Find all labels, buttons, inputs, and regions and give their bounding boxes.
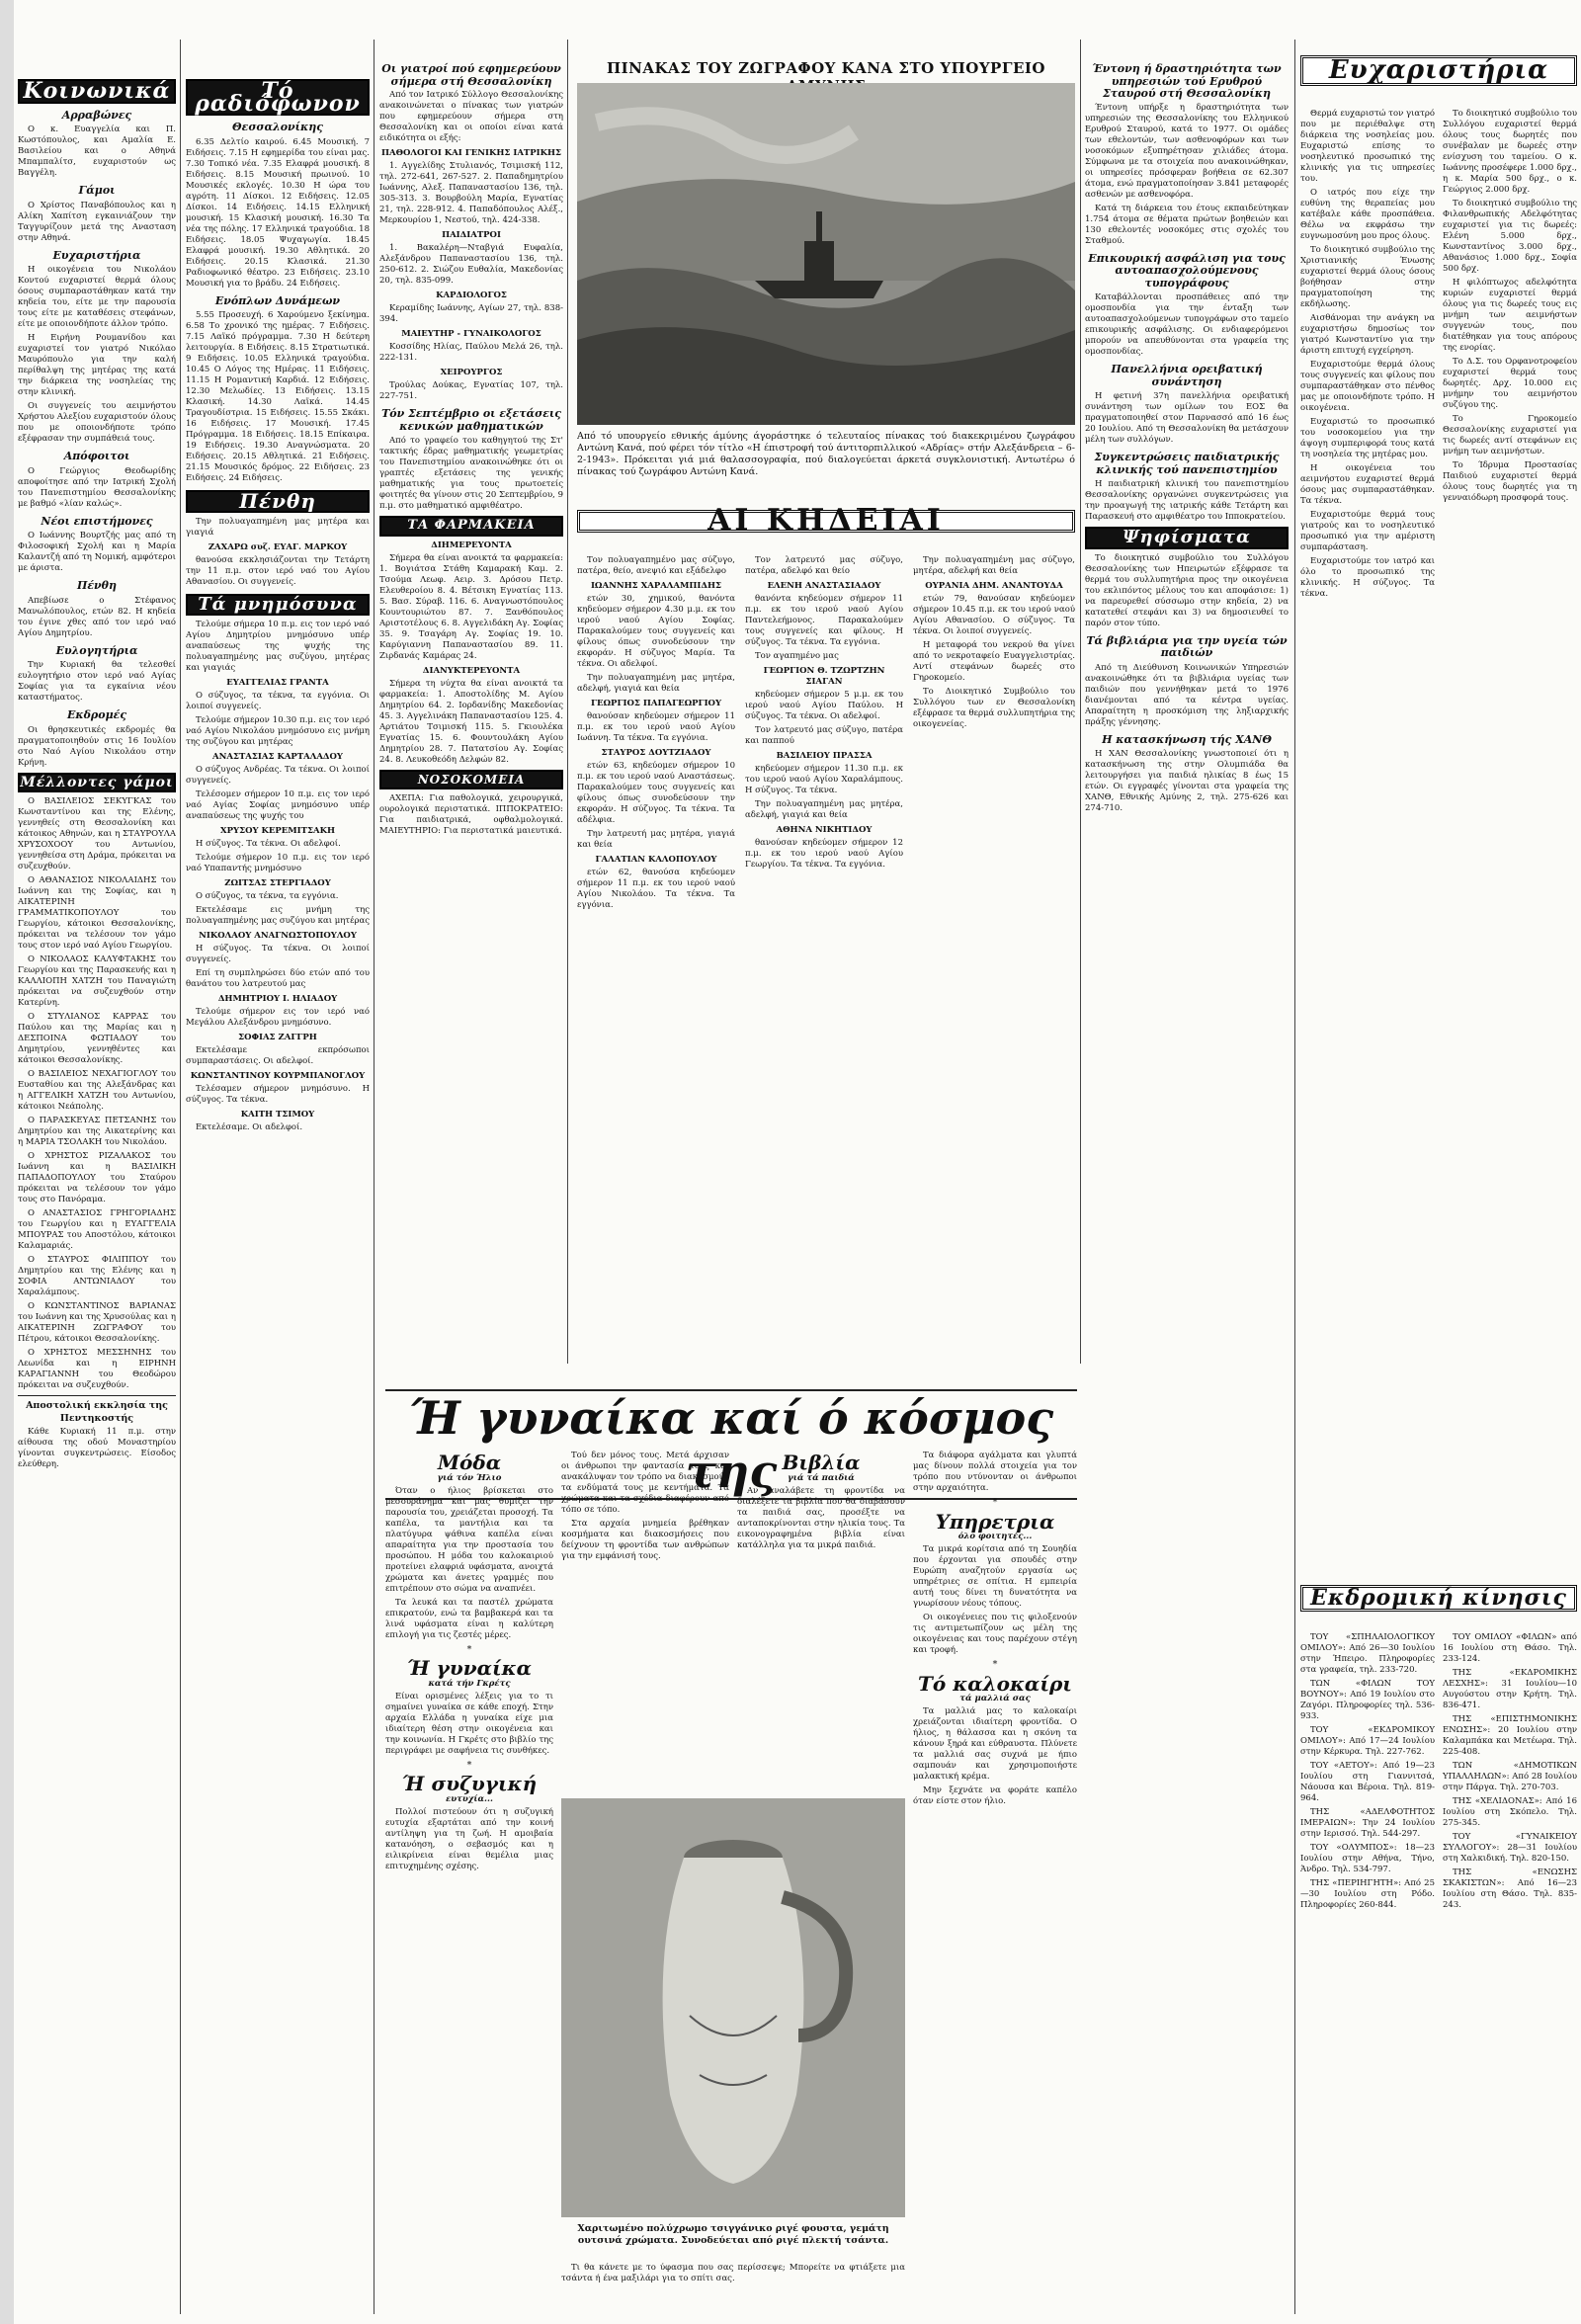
- deceased-name: ΝΙΚΟΛΑΟΥ ΑΝΑΓΝΩΣΤΟΠΟΥΛΟΥ: [199, 931, 357, 941]
- column-rule: [1294, 40, 1295, 2314]
- deceased-name: ΧΡΥΣΟΥ ΚΕΡΕΜΙΤΣΑΚΗ: [220, 826, 335, 836]
- deceased-name: ΓΑΛΑΤΙΑΝ ΚΑΛΟΠΟΥΛΟΥ: [595, 855, 717, 865]
- section-heading: ΔΙΗΜΕΡΕΥΟΝΤΑ: [431, 540, 512, 550]
- jug-photo: [561, 1798, 905, 2217]
- section-heading: Εκδρομές: [66, 708, 127, 721]
- section-heading: Απόφοιτοι: [63, 450, 130, 462]
- article-title: Υπηρετρια: [935, 1509, 1055, 1534]
- section-heading: Θεσσαλονίκης: [232, 121, 323, 133]
- article-title: Συγκεντρώσεις παιδιατρικής κλινικής τού πανεπιστημίου: [1094, 451, 1280, 476]
- efxaristiria-banner: Ευχαριστήρια: [1300, 55, 1577, 86]
- article-title: Μόδα: [437, 1451, 502, 1474]
- penthi-banner: Πένθη: [186, 490, 370, 513]
- hospital-banner: ΝΟΣΟΚΟΜΕΙΑ: [379, 770, 563, 790]
- section-heading: ΔΙΑΝΥΚΤΕΡΕΥΟΝΤΑ: [422, 665, 521, 676]
- article-title: Πανελλήνια ορειβατική συνάντηση: [1111, 363, 1263, 388]
- deceased-name: ΚΩΝΣΤΑΝΤΙΝΟΥ ΚΟΥΡΜΠΑΝΟΓΛΟΥ: [190, 1071, 366, 1081]
- article-title: Τόν Σεπτέμβριο οι εξετάσεις κενικών μαθηματικών: [381, 407, 561, 433]
- article-title: Ή συζυγική: [401, 1772, 538, 1795]
- women-section-title: Ή γυναίκα καί ό κόσμος της: [385, 1389, 1077, 1500]
- section-heading: ΜΑΙΕΥΤΗΡ - ΓΥΝΑΙΚΟΛΟΓΟΣ: [401, 329, 541, 339]
- section-heading: Αρραβώνες: [61, 108, 132, 122]
- section-heading: Ευχαριστήρια: [52, 248, 141, 262]
- deceased-name: ΒΑΣΙΛΕΙΟΥ ΠΡΑΣΣΑ: [776, 751, 873, 761]
- women-col-4: Τα διάφορα αγάλματα και γλυπτά μας δίνουν πολλά στοιχεία για τον τρόπο που ντύνονταν οι άνθρωποι στην αρχαιότητα. * Υπηρετρια όλο φοιτητές... Τα μικρά κορίτσια από τη Σουηδία που έρχονται για σπουδές στην Ευρώπη αναζητούν εργασία ως υπηρέτριες σε σπίτια. Η εμπειρία αυτή τους δίνει τη δυνατότητα να γνωρίσουν νέους τόπους. Οι οικογένειες που τις φιλοξενούν τις αντιμετωπίζουν ως μέλη της οικογένειας και τους παρέχουν στέγη και τροφή. * Τό καλοκαίρι τά μαλλιά σας Τα μαλλιά μας το καλοκαίρι χρειάζονται ιδιαίτερη φροντίδα. Ο ήλιος, η θάλασσα και η σκόνη τα κάνουν ξηρά και εύθραυστα. Πλύνετε τα μαλλιά σας συχνά με ήπιο σαμπουάν και χρησιμοποιήστε μαλακτική κρέμα. Μην ξεχνάτε να φοράτε καπέλο όταν είστε στον ήλιο.: [913, 1451, 1077, 1806]
- article-title: Η κατασκήνωση τής ΧΑΝΘ: [1102, 732, 1272, 746]
- mnimosyna-banner: Τά μνημόσυνα: [186, 594, 370, 617]
- section-heading: Πένθη: [76, 579, 118, 592]
- deceased-name: ΣΤΑΥΡΟΣ ΔΟΥΤΖΙΑΔΟΥ: [601, 748, 711, 758]
- psifismata-banner: Ψηφίσματα: [1085, 527, 1289, 549]
- article-subtitle: ευτυχία...: [446, 1793, 493, 1804]
- article-subtitle: γιά τά παιδιά: [788, 1472, 855, 1483]
- column-doctors: Οι γιατροί πού εφημερεύουν σήμερα στή Θεσσαλονίκη Από τον Ιατρικό Σύλλογο Θεσσαλονίκης ανακοινώνεται ο πίνακας των γιατρών που εφημερεύουν σήμερα στη Θεσσαλονίκη και οι οποίοι είναι κατά ειδικότητα οι εξής: ΠΑΘΟΛΟΓΟΙ ΚΑΙ ΓΕΝΙΚΗΣ ΙΑΤΡΙΚΗΣ 1. Αγγελίδης Στυλιανός, Τσιμισκή 112, τηλ. 272-641, 267-527. 2. Παπαδημητρίου Ιωάννης, Αλεξ. Παπαναστασίου 136, τηλ. 305-313. 3. Βουρβούλη Μαρία, Εγνατίας 21, τηλ. 228-912. 4. Παπαδόπουλος Αλέξ., Μερκουρίου 1, Νεστού, τηλ. 424-338. ΠΑΙΔΙΑΤΡΟΙ 1. Βακαλέρη—Νταβγιά Ευφαλία, Αλεξάνδρου Παπαναστασίου 136, τηλ. 250-612. 2. Σιώζου Ευθαλία, Μακεδονίας 20, τηλ. 835-099. ΚΑΡΔΙΟΛΟΓΟΣ Κεραμίδης Ιωάννης, Αγίων 27, τηλ. 838-394. ΜΑΙΕΥΤΗΡ - ΓΥΝΑΙΚΟΛΟΓΟΣ Κοσσίδης Ηλίας, Παύλου Μελά 26, τηλ. 222-131. ΧΕΙΡΟΥΡΓΟΣ Τρούλας Δούκας, Εγνατίας 107, τηλ. 227-751. Τόν Σεπτέμβριο οι εξετάσεις κενικών μαθηματικών Από το γραφείο του καθηγητού της Στ' τακτικής έδρας μαθηματικής γεωμετρίας του Πανεπιστημίου ανακοινώθηκε ότι οι γραπτές εξετάσεις της γενικής μαθηματικής για τους πρωτοετείς φοιτητές θα γίνουν στις 20 Σεπτεμβρίου, 9 π.μ. στο μαθηματικό αμφιθέατρο. ΤΑ ΦΑΡΜΑΚΕΙΑ ΔΙΗΜΕΡΕΥΟΝΤΑ Σήμερα θα είναι ανοικτά τα φαρμακεία: 1. Βογιάτσα Στάθη Καμαρακή Καμ. 2. Τσούμα Λεωφ. Αειρ. 3. Δρόσου Πετρ. Ελευθεροίου 8. 4. Βέτσικη Εγνατίας 113. 5. Βασ. Σύραβ. 116. 6. Αναγνωστόπουλος Κουντουριώτου 87. 7. Ξανθόπουλος Αριστοτέλους 6. 8. Αγγελιδάκη Αγ. Σοφίας 35. 9. Τσαγάρη Αγ. Σοφίας 19. 10. Καρύγιαννη Παπαναστασίου 89. 11. Ζιρδανάς Καμάρας 24. ΔΙΑΝΥΚΤΕΡΕΥΟΝΤΑ Σήμερα τη νύχτα θα είναι ανοικτά τα φαρμακεία: 1. Αποστολίδης Μ. Αγίου Δημητρίου 64. 2. Ιορδανίδης Μακεδονίας 45. 3. Αγγελινάκη Παπαναστασίου 125. 4. Αρτιάτου Τσιμισκή 115. 5. Γκιουλέκα Εγνατίας 15. 6. Φουντουλάκη Αγίου Δημητρίου 28. 7. Πατατσίου Αγ. Σοφίας 24. 8. Λευκοθεόδη Δελφών 82. ΝΟΣΟΚΟΜΕΙΑ ΑΧΕΠΑ: Για παθολογικά, χειρουργικά, ουρολογικά περιστατικά. ΙΠΠΟΚΡΑΤΕΙΟ: Για παιδιατρικά, οφθαλμολογικά. ΜΑΙΕΥΤΗΡΙΟ: Για περιστατικά μαιευτικά.: [379, 62, 563, 836]
- section-heading: ΠΑΙΔΙΑΤΡΟΙ: [442, 230, 501, 240]
- mellontes-gamoi-banner: Μέλλοντες γάμοι: [18, 773, 176, 793]
- article-subtitle: κατά τήν Γκρέτς: [428, 1678, 511, 1689]
- deceased-name: ΙΩΑΝΝΗΣ ΧΑΡΑΛΑΜΠΙΔΗΣ: [590, 581, 722, 591]
- article-subtitle: όλο φοιτητές...: [957, 1532, 1033, 1541]
- pharmacy-banner: ΤΑ ΦΑΡΜΑΚΕΙΑ: [379, 516, 563, 537]
- section-heading: ΧΕΙΡΟΥΡΓΟΣ: [440, 368, 503, 377]
- koinonika-banner: Κοινωνικά: [18, 79, 176, 104]
- section-heading: Ενόπλων Δυνάμεων: [214, 293, 341, 307]
- article-subtitle: γιά τόν Ήλιο: [437, 1472, 502, 1483]
- deceased-name: ΚΑΙΤΗ ΤΣΙΜΟΥ: [240, 1110, 315, 1120]
- article-title: Έντονη ή δραστηριότητα των υπηρεσιών τού Ερυθρού Σταυρού στή Θεσσαλονίκη: [1092, 62, 1282, 100]
- painting-image: [577, 83, 1075, 425]
- deceased-name: ΟΥΡΑΝΙΑ ΔΗΜ. ΑΝΑΝΤΟΥΔΑ: [925, 581, 1063, 591]
- article-title: Ή γυναίκα: [406, 1656, 533, 1680]
- deceased-name: ΕΥΑΓΓΕΛΙΑΣ ΓΡΑΝΤΑ: [226, 678, 329, 688]
- column-redcross: Έντονη ή δραστηριότητα των υπηρεσιών τού Ερυθρού Σταυρού στή Θεσσαλονίκη Έντονη υπήρξε η δραστηριότητα των υπηρεσιών της Θεσσαλονίκης του Ελληνικού Ερυθρού Σταυρού, κατά το 1977. Οι ομάδες των εθελοντών, των ασθενοφόρων και των νοσοκόμων εξυπηρέτησαν χιλιάδες άτομα. Σύμφωνα με τα στοιχεία που ανακοινώθηκαν, οι υπηρεσίες πρόσφεραν βοήθεια σε 62.307 άτομα, ενώ πραγματοποίησαν 3.841 μεταφορές ασθενών με ασθενοφόρα. Κατά τη διάρκεια του έτους εκπαιδεύτηκαν 1.754 άτομα σε θέματα πρώτων βοηθειών και 130 εθελοντές νοσοκόμες στις σχολές του Σταθμού. Επικουρική ασφάλιση για τους αυτοαπασχολούμενους τυπογράφους Καταβάλλονται προσπάθειες από την ομοσπονδία για την ένταξη των αυτοαπασχολούμενων τυπογράφων στο ταμείο επικουρικής ασφάλισης. Οι ενδιαφερόμενοι μπορούν να απευθύνονται στα γραφεία της ομοσπονδίας. Πανελλήνια ορειβατική συνάντηση Η φετινή 37η πανελλήνια ορειβατική συνάντηση των ομίλων του ΕΟΣ θα πραγματοποιηθεί στον Παρνασσό από 16 έως 20 Ιουλίου. Από τη Θεσσαλονίκη θα μετάσχουν μέλη των συλλόγων. Συγκεντρώσεις παιδιατρικής κλινικής τού πανεπιστημίου Η παιδιατρική κλινική του πανεπιστημίου Θεσσαλονίκης οργανώνει συγκεντρώσεις για την προαγωγή της ιατρικής κάθε Τετάρτη και Παρασκευή στο αμφιθέατρο του Ιπποκρατείου. Ψηφίσματα Το διοικητικό συμβούλιο του Συλλόγου Θεσσαλονίκης των Ηπειρωτών εξέφρασε τα θερμά του συλλυπητήρια προς την οικογένεια του εκλιπόντος μέλους του και αποφάσισε: 1) να παρευρεθεί σύσσωμο στην κηδεία, 2) να κατατεθεί στεφάνι και 3) να δημοσιευθεί το παρόν στον τύπο. Τά βιβλιάρια για την υγεία τών παιδιών Από τη Διεύθυνση Κοινωνικών Υπηρεσιών ανακοινώθηκε ότι τα βιβλιάρια υγείας των παιδιών που γεννήθηκαν μετά το 1976 διανέμονται από τα κέντρα υγείας. Απαραίτητη η προσκόμιση της ληξιαρχικής πράξης γέννησης. Η κατασκήνωση τής ΧΑΝΘ Η ΧΑΝ Θεσσαλονίκης γνωστοποιεί ότι η κατασκήνωση της στην Ολυμπιάδα θα λειτουργήσει για παιδιά ηλικίας 8 έως 15 ετών. Οι εγγραφές γίνονται στα γραφεία της ΧΑΝΘ, Εθνικής Αμύνης 2, τηλ. 275-626 και 274-710.: [1085, 62, 1289, 813]
- section-heading: Γάμοι: [78, 184, 116, 197]
- radio-banner: Τό ραδιόφωνον: [186, 79, 370, 116]
- ship-painting-icon: [577, 83, 1075, 425]
- section-heading: ΚΑΡΔΙΟΛΟΓΟΣ: [436, 290, 507, 300]
- deceased-name: ΑΝΑΣΤΑΣΙΑΣ ΚΑΡΤΑΛΑΔΟΥ: [212, 752, 343, 762]
- article-title: Τά βιβλιάρια για την υγεία τών παιδιών: [1086, 633, 1288, 659]
- kidies-banner: ΑΙ ΚΗΔΕΙΑΙ: [577, 510, 1075, 533]
- column-rule: [567, 40, 568, 1364]
- deceased-name: ΖΩΙΤΣΑΣ ΣΤΕΡΓΙΑΔΟΥ: [224, 878, 331, 888]
- deceased-name: ΣΟΦΙΑΣ ΖΑΓΓΡΗ: [238, 1033, 317, 1042]
- painting-caption: Από τό υπουργείο εθνικής άμύνης άγοράστηκε ό τελευταίος πίνακας τού διακεκριμένου ζωγράφου Αντώνη Κανά, πού φέρει τόν τίτλο «Η έπιστροφή τού άντιτορπιλλικού «Αδρίας» στήν Αλεξάνδρεια – 6-2-1943». Πρόκειται γιά μιά θαλασσογραφία, πού διαλογεύεται άρκετά συγκλονιστική. Αντωτέρω ό πίνακας τού ζωγράφου Αντώνη Κανά.: [577, 431, 1075, 477]
- deceased-name: ΔΗΜΗΤΡΙΟΥ Ι. ΗΛΙΑΔΟΥ: [217, 994, 338, 1004]
- article-subtitle: τά μαλλιά σας: [959, 1694, 1031, 1703]
- column-rule: [180, 40, 181, 2314]
- ekdromikh-banner: Εκδρομική κίνησις: [1300, 1585, 1577, 1612]
- women-col-2: Τού δεν μόνος τους. Μετά άρχισαν οι άνθρωποι την φαντασία τους και ανακάλυψαν τον τρόπο να διακοσμούν τα ενδύματά τους με κεντήματα. Τα χρώματα και τα σχέδια διαφέρουν από τόπο σε τόπο. Στα αρχαία μνημεία βρέθηκαν κοσμήματα και διακοσμήσεις που δείχνουν τη φροντίδα των ανθρώπων για την εμφάνισή τους.: [561, 1451, 729, 1561]
- deceased-name: ΕΛΕΝΗ ΑΝΑΣΤΑΣΙΑΔΟΥ: [767, 581, 881, 591]
- column-rule: [1080, 40, 1081, 1364]
- jug-caption: Χαριτωμένο πολύχρωμο τσιγγάνικο ριγέ φουστα, γεμάτη ουτσινά χρώματα. Συνοδεύεται από ριγέ πλεκτή τσάντα.: [577, 2223, 889, 2246]
- women-col-3: Βιβλία γιά τά παιδιά Αν αναλάβετε τη φροντίδα να διαλέξετε τα βιβλία που θα διαβάσουν τα παιδιά σας, προσέξτε να ανταποκρίνονται στην ηλικία τους. Τα εικονογραφημένα βιβλία είναι κατάλληλα για τα μικρά παιδιά.: [737, 1451, 905, 1550]
- deceased-name: ΑΘΗΝΑ ΝΙΚΗΤΙΔΟΥ: [776, 825, 873, 835]
- section-heading: Αποστολική εκκλησία της Πεντηκοστής: [26, 1400, 168, 1424]
- section-heading: Ευλογητήρια: [55, 643, 138, 657]
- section-heading: Νέοι επιστήμονες: [41, 514, 153, 528]
- kidies-section: ΑΙ ΚΗΔΕΙΑΙ Τον πολυαγαπημένο μας σύζυγο, πατέρα, θείο, ανεψιό και εξάδελφο ΙΩΑΝΝΗΣ ΧΑΡΑΛΑΜΠΙΔΗΣ ετών 30, χημικού, θανόντα κηδεύομεν σήμερον 4.30 μ.μ. εκ του ιερού ναού Αγίου Σοφίας. Παρακαλούμεν τους συγγενείς και φίλους όπως συνοδεύσουν την εκφοράν. Η σύζυγος Μαρία. Τα τέκνα. Οι αδελφοί. Την πολυαγαπημένη μας μητέρα, αδελφή, γιαγιά και θεία ΓΕΩΡΓΙΟΣ ΠΑΠΑΓΕΩΡΓΙΟΥ θανούσαν κηδεύομεν σήμερον 11 π.μ. εκ του ιερού ναού Αγίου Ιωάννη. Τα τέκνα. Τα εγγόνια. ΣΤΑΥΡΟΣ ΔΟΥΤΖΙΑΔΟΥ ετών 63, κηδεύομεν σήμερον 10 π.μ. εκ του ιερού ναού Αναστάσεως. Παρακαλούμεν τους συγγενείς και φίλους όπως συνοδεύσουν την εκφοράν. Η σύζυγος. Τα τέκνα. Τα αδέλφια. Την λατρευτή μας μητέρα, γιαγιά και θεία ΓΑΛΑΤΙΑΝ ΚΑΛΟΠΟΥΛΟΥ ετών 62, θανούσα κηδεύομεν σήμερον 11 π.μ. εκ του ιερού ναού Αγίου Νικολάου. Τα τέκνα. Τα εγγόνια. Τον λατρευτό μας σύζυγο, πατέρα, αδελφό και θείο ΕΛΕΝΗ ΑΝΑΣΤΑΣΙΑΔΟΥ θανόντα κηδεύομεν σήμερον 11 π.μ. εκ του ιερού ναού Αγίου Παντελεήμονος. Παρακαλούμεν τους συγγενείς και φίλους. Η σύζυγος. Τα τέκνα. Τα εγγόνια. Τον αγαπημένο μας ΓΕΩΡΓΙΟΝ Θ. ΤΖΩΡΤΖΗΝ ΣΙΑΓΑΝ κηδεύομεν σήμερον 5 μ.μ. εκ του ιερού ναού Αγίου Παύλου. Η σύζυγος. Τα τέκνα. Οι αδελφοί. Τον λατρευτό μας σύζυγο, πατέρα και παππού ΒΑΣΙΛΕΙΟΥ ΠΡΑΣΣΑ κηδεύομεν σήμερον 11.30 π.μ. εκ του ιερού ναού Αγίου Χαραλάμπους. Η σύζυγος. Τα τέκνα. Την πολυαγαπημένη μας μητέρα, αδελφή, γιαγιά και θεία ΑΘΗΝΑ ΝΙΚΗΤΙΔΟΥ θανούσαν κηδεύομεν σήμερον 12 π.μ. εκ του ιερού ναού Αγίου Γεωργίου. Τα τέκνα. Τα εγγόνια. Την πολυαγαπημένη μας σύζυγο, μητέρα, αδελφή και θεία ΟΥΡΑΝΙΑ ΔΗΜ. ΑΝΑΝΤΟΥΔΑ ετών 79, θανούσαν κηδεύομεν σήμερον 10.45 π.μ. εκ του ιερού ναού Αγίου Αθανασίου. Ο σύζυγος. Τα τέκνα. Οι λοιποί συγγενείς. Η μεταφορά του νεκρού θα γίνει από το νεκροταφείο Ευαγγελιστρίας. Αντί στεφάνων δωρεές στο Γηροκομείο. Το Διοικητικό Συμβούλιο του Συλλόγου των εν Θεσσαλονίκη εξέφρασε τα θερμά συλλυπητήρια της οικογενείας.: [577, 506, 1075, 910]
- jug-icon: [561, 1798, 905, 2217]
- article-title: Τό καλοκαίρι: [918, 1671, 1072, 1696]
- page-edge: [0, 0, 14, 2324]
- article-title: Βιβλία: [782, 1451, 861, 1474]
- article-title: Επικουρική ασφάλιση για τους αυτοαπασχολούμενους τυπογράφους: [1088, 251, 1286, 290]
- women-col-2b: Τι θα κάνετε με το ύφασμα που σας περίσσεψε; Μπορείτε να φτιάξετε μια τσάντα ή ένα μαξιλάρι για το σπίτι σας.: [561, 2263, 905, 2283]
- painting-title: ΠΙΝΑΚΑΣ ΤΟΥ ΖΩΓΡΑΦΟΥ ΚΑΝΑ ΣΤΟ ΥΠΟΥΡΓΕΙΟ: [606, 59, 1046, 77]
- column-efxaristiria: Ευχαριστήρια Θερμά ευχαριστώ τον γιατρό που με περιέθαλψε στη διάρκεια της νοσηλείας μου. Ευχαριστώ επίσης το νοσηλευτικό προσωπικό της κλινικής για τις υπηρεσίες του. Ο ιατρός που είχε την ευθύνη της θεραπείας μου κατέβαλε κάθε προσπάθεια. Θέλω να εκφράσω την ευγνωμοσύνη μου προς όλους. Το διοικητικό συμβούλιο της Χριστιανικής Ένωσης ευχαριστεί θερμά όλους όσους βοήθησαν στην πραγματοποίηση της εκδήλωσης. Αισθάνομαι την ανάγκη να ευχαριστήσω δημοσίως τον γιατρό Κωνσταντίνο για την άριστη επιτυχή εγχείρηση. Ευχαριστούμε θερμά όλους τους συγγενείς και φίλους που συμπαραστάθηκαν στο πένθος μας με οποιονδήποτε τρόπο. Η οικογένεια. Ευχαριστώ το προσωπικό του νοσοκομείου για την άψογη συμπεριφορά τους κατά τη νοσηλεία της μητέρας μου. Η οικογένεια του αειμνήστου ευχαριστεί θερμά όσους μας συμπαραστάθηκαν. Τα τέκνα. Ευχαριστούμε θερμά τους γιατρούς και το νοσηλευτικό προσωπικό για την αμέριστη συμπαράσταση. Ευχαριστούμε τον ιατρό και όλο το προσωπικό της κλινικής. Η σύζυγος. Τα τέκνα. Το διοικητικό συμβούλιο του Συλλόγου ευχαριστεί θερμά όλους τους δωρητές που συνέβαλαν με δωρεές στην ενίσχυση του ταμείου. Ο κ. Ιωάννης προσέφερε 1.000 δρχ., η κ. Μαρία 500 δρχ., ο κ. Γεώργιος 2.000 δρχ. Το διοικητικό συμβούλιο της Φιλανθρωπικής Αδελφότητας ευχαριστεί για τις δωρεές: Ελένη 5.000 δρχ., Κωνσταντίνος 3.000 δρχ., Αθανάσιος 1.000 δρχ., Σοφία 500 δρχ. Η φιλόπτωχος αδελφότητα κυριών ευχαριστεί θερμά όλους για τις δωρεές τους εις μνήμη των αειμνήστων συγγενών τους, που διατέθηκαν για τους απόρους της ενορίας. Το Δ.Σ. του Ορφανοτροφείου ευχαριστεί θερμά τους δωρητές. Δρχ. 10.000 εις μνήμην του αειμνήστου συζύγου της. Το Γηροκομείο Θεσσαλονίκης ευχαριστεί για τις δωρεές αντί στεφάνων εις μνήμη των αειμνήστων. Το Ίδρυμα Προστασίας Παιδιού ευχαριστεί θερμά όλους τους δωρητές για τη γενναιόδωρη προσφορά τους. Εκδρομική κίνησις ΤΟΥ «ΣΠΗΛΑΙΟΛΟΓΙΚΟΥ ΟΜΙΛΟΥ»: Από 26—30 Ιουλίου στην Ήπειρο. Πληροφορίες στα γραφεία, τηλ. 233-720. ΤΩΝ «ΦΙΛΩΝ ΤΟΥ ΒΟΥΝΟΥ»: Από 19 Ιουλίου στο Ζαγόρι. Πληροφορίες τηλ. 536-933. ΤΟΥ «ΕΚΔΡΟΜΙΚΟΥ ΟΜΙΛΟΥ»: Από 17—24 Ιουλίου στην Κέρκυρα. Τηλ. 227-762. ΤΟΥ «ΑΕΤΟΥ»: Από 19—23 Ιουλίου στη Γιαννιτσά, Νάουσα και Βέροια. Τηλ. 819-964. ΤΗΣ «ΑΔΕΛΦΟΤΗΤΟΣ ΙΜΕΡΑΙΩΝ»: Την 24 Ιουλίου στην Ιερισσό. Τηλ. 544-297. ΤΟΥ «ΟΛΥΜΠΟΣ»: 18—23 Ιουλίου στην Αθήνα, Τήνο, Άνδρο. Τηλ. 534-797. ΤΗΣ «ΠΕΡΙΗΓΗΤΗ»: Από 25—30 Ιουλίου στη Ρόδο. Πληροφορίες 260-844. ΤΟΥ ΟΜΙΛΟΥ «ΦΙΛΩΝ» από 16 Ιουλίου στη Θάσο. Τηλ. 233-124. ΤΗΣ «ΕΚΔΡΟΜΙΚΗΣ ΛΕΣΧΗΣ»: 31 Ιουλίου—10 Αυγούστου στην Κρήτη. Τηλ. 836-471. ΤΗΣ «ΕΠΙΣΤΗΜΟΝΙΚΗΣ ΕΝΩΣΗΣ»: 20 Ιουλίου στην Καλαμπάκα και Μετέωρα. Τηλ. 225-408. ΤΩΝ «ΔΗΜΟΤΙΚΩΝ ΥΠΑΛΛΗΛΩΝ»: Από 28 Ιουλίου στην Πάργα. Τηλ. 270-703. ΤΗΣ «ΧΕΛΙΔΟΝΑΣ»: Από 16 Ιουλίου στη Σκόπελο. Τηλ. 275-345. ΤΟΥ «ΓΥΝΑΙΚΕΙΟΥ ΣΥΛΛΟΓΟΥ»: 28—31 Ιουλίου στη Χαλκιδική. Τηλ. 820-150. ΤΗΣ «ΕΝΩΣΗΣ ΣΚΑΚΙΣΤΩΝ»: Από 16—23 Ιουλίου στη Θάσο. Τηλ. 835-243.: [1300, 55, 1577, 1910]
- doctors-title: Οι γιατροί πού εφημερεύουν σήμερα στή Θεσσαλονίκη: [381, 62, 561, 88]
- deceased-name: ΓΕΩΡΓΙΟΣ ΠΑΠΑΓΕΩΡΓΙΟΥ: [590, 699, 722, 708]
- deceased-name: ΓΕΩΡΓΙΟΝ Θ. ΤΖΩΡΤΖΗΝ ΣΙΑΓΑΝ: [763, 666, 885, 687]
- section-heading: ΠΑΘΟΛΟΓΟΙ ΚΑΙ ΓΕΝΙΚΗΣ ΙΑΤΡΙΚΗΣ: [380, 148, 562, 158]
- women-col-1: Μόδα γιά τόν Ήλιο Όταν ο ήλιος βρίσκεται στο μεσουράνημα και μας θυμίζει την παρουσία του, χρειάζεται προσοχή. Τα καπέλα, τα μαντήλια και τα πλατύγυρα ψάθινα καπέλα είναι απαραίτητα για την προστασία του προσώπου. Η μόδα του καλοκαιριού προτείνει ελαφριά υφάσματα, ανοιχτά χρώματα και άνετες γραμμές που επιτρέπουν στο σώμα να αναπνέει. Τα λευκά και τα παστέλ χρώματα επικρατούν, ενώ τα βαμβακερά και τα λινά υφάσματα είναι η καλύτερη επιλογή για τις ζεστές μέρες. * Ή γυναίκα κατά τήν Γκρέτς Είναι ορισμένες λέξεις για το τι σημαίνει γυναίκα σε κάθε εποχή. Στην αρχαία Ελλάδα η γυναίκα είχε μια ιδιαίτερη θέση στην οικογένεια και την κοινωνία. Η Γκρέτς στο βιβλίο της περιγράφει με σαφήνεια τις συνθήκες. * Ή συζυγική ευτυχία... Πολλοί πιστεύουν ότι η συζυγική ευτυχία εξαρτάται από την κοινή αντίληψη για τη ζωή. Η αμοιβαία κατανόηση, ο σεβασμός και η ειλικρίνεια είναι θεμέλια μιας επιτυχημένης σχέσης.: [385, 1451, 553, 1871]
- column-koinonika: Κοινωνικά Αρραβώνες Ο κ. Ευαγγελία και Π. Κωστόπουλος, και Αμαλία Ε. Βασιλείου και ο Αθηνά Μπαμπαλίτσ, ευχαριστούν ως Βαγγέλη. Γάμοι Ο Χρίστος Παναβόπουλος και η Αλίκη Χαπίτση εγκαινιάζουν την Ταγγυρίζουν μετά της Ανασταση στην Αθηνά. Ευχαριστήρια Η οικογένεια του Νικολάου Κοντού ευχαριστεί θερμά όλους όσους συμπαραστάθηκαν κατά την κηδεία του, είτε με την παρουσία τους είτε με καταθέσεις στεφάνων, είτε με οποιονδήποτε άλλον τρόπο. Η Ειρήνη Ρουμανίδου και ευχαριστεί τον γιατρό Νικόλαο Μαυρόπουλο για την καλή περίθαλψη της μητέρας της κατά την διάρκεια της νοσηλείας της στην κλινική. Οι συγγενείς του αειμνήστου Χρήστου Αλεξίου ευχαριστούν όλους που με οποιονδήποτε τρόπο εξέφρασαν την συμπάθειά τους. Απόφοιτοι Ο Γεώργιος Θεοδωρίδης αποφοίτησε από την Ιατρική Σχολή του Πανεπιστημίου Θεσσαλονίκης με βαθμό «λίαν καλώς». Νέοι επιστήμονες Ο Ιωάννης Βουρτζής μας από τη Φιλοσοφική Σχολή και η Μαρία Καλαντζή από τη Νομική, αμφότεροι με άριστα. Πένθη Απεβίωσε ο Στέφανος Μανωλόπουλος, ετών 82. Η κηδεία του έγινε χθες από τον ιερό ναό Αγίου Δημητρίου. Ευλογητήρια Την Κυριακή θα τελεσθεί ευλογητήριο στον ιερό ναό Αγίας Σοφίας για τα εγκαίνια νέου καταστήματος. Εκδρομές Οι θρησκευτικές εκδρομές θα πραγματοποιηθούν στις 16 Ιουλίου στο Ναό Αγίου Νικολάου στην Κρήνη. Μέλλοντες γάμοι Ο ΒΑΣΙΛΕΙΟΣ ΣΕΚΥΓΚΑΣ του Κωνσταντίνου και της Ελένης, γεννηθείς στη Θεσσαλονίκη και κάτοικος Αθηνών, και η ΣΤΑΥΡΟΥΛΑ ΧΡΥΣΟΧΟΟΥ του Αντωνίου, γεννηθείσα στη Δράμα, πρόκειται να συζευχθούν. Ο ΑΘΑΝΑΣΙΟΣ ΝΙΚΟΛΑΙΔΗΣ του Ιωάννη και της Σοφίας, και η ΑΙΚΑΤΕΡΙΝΗ ΓΡΑΜΜΑΤΙΚΟΠΟΥΛΟΥ του Γεωργίου, κάτοικοι Θεσσαλονίκης, πρόκειται να τελέσουν τον γάμο τους στον ιερό ναό Αγίου Γεωργίου. Ο ΝΙΚΟΛΑΟΣ ΚΑΛΥΦΤΑΚΗΣ του Γεωργίου και της Παρασκευής και η ΚΑΛΛΙΟΠΗ ΧΑΤΖΗ του Παναγιώτη πρόκειται να συζευχθούν στην Κατερίνη. Ο ΣΤΥΛΙΑΝΟΣ ΚΑΡΡΑΣ του Παύλου και της Μαρίας και η ΔΕΣΠΟΙΝΑ ΦΩΤΙΑΔΟΥ του Δημητρίου, γεννηθέντες και κάτοικοι Θεσσαλονίκης. Ο ΒΑΣΙΛΕΙΟΣ ΝΕΧΑΓΙΟΓΛΟΥ του Ευσταθίου και της Αλεξάνδρας και η ΑΓΓΕΛΙΚΗ ΧΑΤΖΗ του Αντωνίου, κάτοικοι Νεάπολης. Ο ΠΑΡΑΣΚΕΥΑΣ ΠΕΤΣΑΝΗΣ του Δημητρίου και της Αικατερίνης και η ΜΑΡΙΑ ΤΣΟΛΑΚΗ του Νικολάου. Ο ΧΡΗΣΤΟΣ ΡΙΖΑΛΑΚΟΣ του Ιωάννη και η ΒΑΣΙΛΙΚΗ ΠΑΠΑΔΟΠΟΥΛΟΥ του Σταύρου πρόκειται να τελέσουν τον γάμο τους στο Πανόραμα. Ο ΑΝΑΣΤΑΣΙΟΣ ΓΡΗΓΟΡΙΑΔΗΣ του Γεωργίου και η ΕΥΑΓΓΕΛΙΑ ΜΠΟΥΡΑΣ του Αποστόλου, κάτοικοι Καλαμαριάς. Ο ΣΤΑΥΡΟΣ ΦΙΛΙΠΠΟΥ του Δημητρίου και της Ελένης και η ΣΟΦΙΑ ΑΝΤΩΝΙΑΔΟΥ του Χαραλάμπους. Ο ΚΩΝΣΤΑΝΤΙΝΟΣ ΒΑΡΙΑΝΑΣ του Ιωάννη και της Χρυσούλας και η ΑΙΚΑΤΕΡΙΝΗ ΖΩΓΡΑΦΟΥ του Πέτρου, κάτοικοι Θεσσαλονίκης. Ο ΧΡΗΣΤΟΣ ΜΕΣΣΗΝΗΣ του Λεωνίδα και η ΕΙΡΗΝΗ ΚΑΡΑΓΙΑΝΝΗ του Θεοδώρου πρόκειται να συζευχθούν. Αποστολική εκκλησία της Πεντηκοστής Κάθε Κυριακή 11 π.μ. στην αίθουσα της οδού Μοναστηρίου γίνονται συγκεντρώσεις. Είσοδος ελεύθερη.: [18, 78, 176, 1469]
- column-radio: Τό ραδιόφωνον Θεσσαλονίκης 6.35 Δελτίο καιρού. 6.45 Μουσική. 7 Ειδήσεις. 7.15 Η εφημερίδα του είναι μας. 7.30 Τοπικό νέα. 7.35 Ελαφρά μουσική. 8 Ειδήσεις. 8.15 Μουσική πρωινού. 10 Μουσικές εκλογές. 10.30 Η ώρα του αγρότη. 11 Δίσκοι. 12 Ειδήσεις. 12.05 Δίσκοι. 14 Ειδήσεις. 14.15 Ελληνική μουσική. 15 Κλασική μουσική. 16.30 Τα νέα της πόλης. 17 Ελληνικά τραγούδια. 18 Ειδήσεις. 18.05 Ψυχαγωγία. 18.45 Ελαφρά μουσική. 19.30 Αθλητικά. 20 Ειδήσεις. 20.15 Κλασικά. 21.30 Ραδιοφωνικό θέατρο. 23 Ειδήσεις. 23.10 Μουσική για το βράδυ. 24 Ειδήσεις. Ενόπλων Δυνάμεων 5.55 Προσευχή. 6 Χαρούμενο ξεκίνημα. 6.58 Το χρονικό της ημέρας. 7 Ειδήσεις. 7.15 Λαϊκό πρόγραμμα. 7.30 Η δεύτερη λειτουργία. 8 Ειδήσεις. 8.15 Στρατιωτικά. 9 Ειδήσεις. 10.05 Ελληνικά τραγούδια. 10.45 Ο Λόγος της Ημέρας. 11 Ειδήσεις. 11.15 Η Ρομαντική Καρδιά. 12 Ειδήσεις. 12.30 Μελωδίες. 13 Ειδήσεις. 13.15 Κλασική. 14.30 Λαϊκά. 14.45 Τραγουδίστρια. 15 Ειδήσεις. 15.55 Σκάκι. 16 Ειδήσεις. 17 Μουσική. 17.45 Πρόγραμμα. 18 Ειδήσεις. 18.15 Επίκαιρα. 19 Ειδήσεις. 19.30 Αναγνώσματα. 20 Ειδήσεις. 20.15 Αθλητικά. 21 Ειδήσεις. 21.15 Μουσικός δρόμος. 22 Ειδήσεις. 23 Ειδήσεις. 24 Ειδήσεις. Πένθη Την πολυαγαπημένη μας μητέρα και γιαγιά ΖΑΧΑΡΩ συζ. ΕΥΑΓ. ΜΑΡΚΟΥ θανούσα εκκλησιάζονται την Τετάρτη την 11 π.μ. στον ιερό ναό του Αγίου Αθανασίου. Οι συγγενείς. Τά μνημόσυνα Τελούμε σήμερα 10 π.μ. εις τον ιερό ναό Αγίου Δημητρίου μνημόσυνο υπέρ αναπαύσεως της ψυχής της πολυαγαπημένης μας συζύγου, μητέρας και γιαγιάς ΕΥΑΓΓΕΛΙΑΣ ΓΡΑΝΤΑ Ο σύζυγος, τα τέκνα, τα εγγόνια. Οι λοιποί συγγενείς. Τελούμε σήμερον 10.30 π.μ. εις τον ιερό ναό Αγίου Νικολάου μνημόσυνο εις μνήμη της συζύγου και μητέρας ΑΝΑΣΤΑΣΙΑΣ ΚΑΡΤΑΛΑΔΟΥ Ο σύζυγος Ανδρέας. Τα τέκνα. Οι λοιποί συγγενείς. Τελέσομεν σήμερον 10 π.μ. εις τον ιερό ναό Αγίας Σοφίας μνημόσυνο υπέρ αναπαύσεως της ψυχής του ΧΡΥΣΟΥ ΚΕΡΕΜΙΤΣΑΚΗ Η σύζυγος. Τα τέκνα. Οι αδελφοί. Τελούμε σήμερον 10 π.μ. εις τον ιερό ναό Υπαπαντής μνημόσυνο ΖΩΙΤΣΑΣ ΣΤΕΡΓΙΑΔΟΥ Ο σύζυγος, τα τέκνα, τα εγγόνια. Εκτελέσαμε εις μνήμη της πολυαγαπημένης μας συζύγου και μητέρας ΝΙΚΟΛΑΟΥ ΑΝΑΓΝΩΣΤΟΠΟΥΛΟΥ Η σύζυγος. Τα τέκνα. Οι λοιποί συγγενείς. Επί τη συμπληρώσει δύο ετών από του θανάτου του λατρευτού μας ΔΗΜΗΤΡΙΟΥ Ι. ΗΛΙΑΔΟΥ Τελούμε σήμερον εις τον ιερό ναό Μεγάλου Αλεξάνδρου μνημόσυνο. ΣΟΦΙΑΣ ΖΑΓΓΡΗ Εκτελέσαμε εκπρόσωποι συμπαραστάσεις. Οι αδελφοί. ΚΩΝΣΤΑΝΤΙΝΟΥ ΚΟΥΡΜΠΑΝΟΓΛΟΥ Τελέσαμεν σήμερον μνημόσυνο. Η σύζυγος. Τα τέκνα. ΚΑΙΤΗ ΤΣΙΜΟΥ Εκτελέσαμε. Οι αδελφοί.: [186, 78, 370, 1132]
